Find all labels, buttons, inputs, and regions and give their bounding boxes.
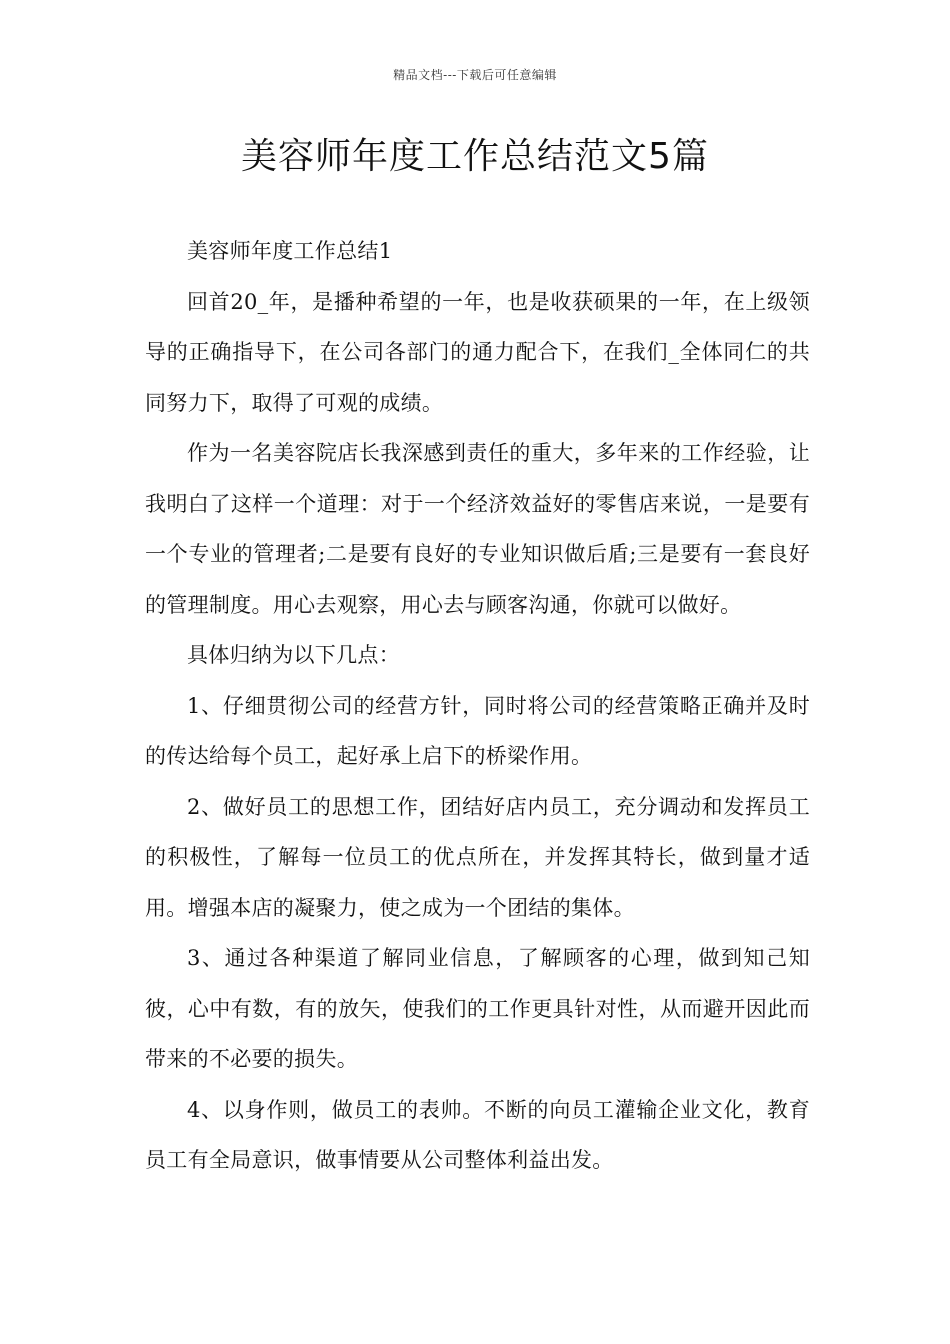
list-item: 2、做好员工的思想工作，团结好店内员工，充分调动和发挥员工的积极性，了解每一位员工的优点所在，并发挥其特长，做到量才适用。增强本店的凝聚力，使之成为一个团结的集体。	[145, 794, 810, 920]
list-item: 4、以身作则，做员工的表帅。不断的向员工灌输企业文化，教育员工有全局意识，做事情要从公司整体利益出发。	[145, 1097, 810, 1172]
section-heading: 美容师年度工作总结1	[187, 239, 393, 263]
document-body	[145, 226, 810, 1186]
document-title: 美容师年度工作总结范文5篇	[241, 136, 709, 177]
header-note: 精品文档---下载后可任意编辑	[393, 68, 557, 82]
paragraph: 作为一名美容院店长我深感到责任的重大，多年来的工作经验，让我明白了这样一个道理：对于一个经济效益好的零售店来说，一是要有一个专业的管理者;二是要有良好的专业知识做后盾;三是要有一套良好的管理制度。用心去观察，用心去与顾客沟通，你就可以做好。	[145, 441, 810, 617]
list-item: 1、仔细贯彻公司的经营方针，同时将公司的经营策略正确并及时的传达给每个员工，起好承上启下的桥梁作用。	[145, 693, 810, 768]
list-item: 3、通过各种渠道了解同业信息，了解顾客的心理，做到知己知彼，心中有数，有的放矢，使我们的工作更具针对性，从而避开因此而带来的不必要的损失。	[145, 946, 810, 1071]
paragraph: 回首20_年，是播种希望的一年，也是收获硕果的一年，在上级领导的正确指导下，在公司各部门的通力配合下，在我们_全体同仁的共同努力下，取得了可观的成绩。	[145, 289, 810, 415]
paragraph: 具体归纳为以下几点：	[187, 643, 400, 667]
